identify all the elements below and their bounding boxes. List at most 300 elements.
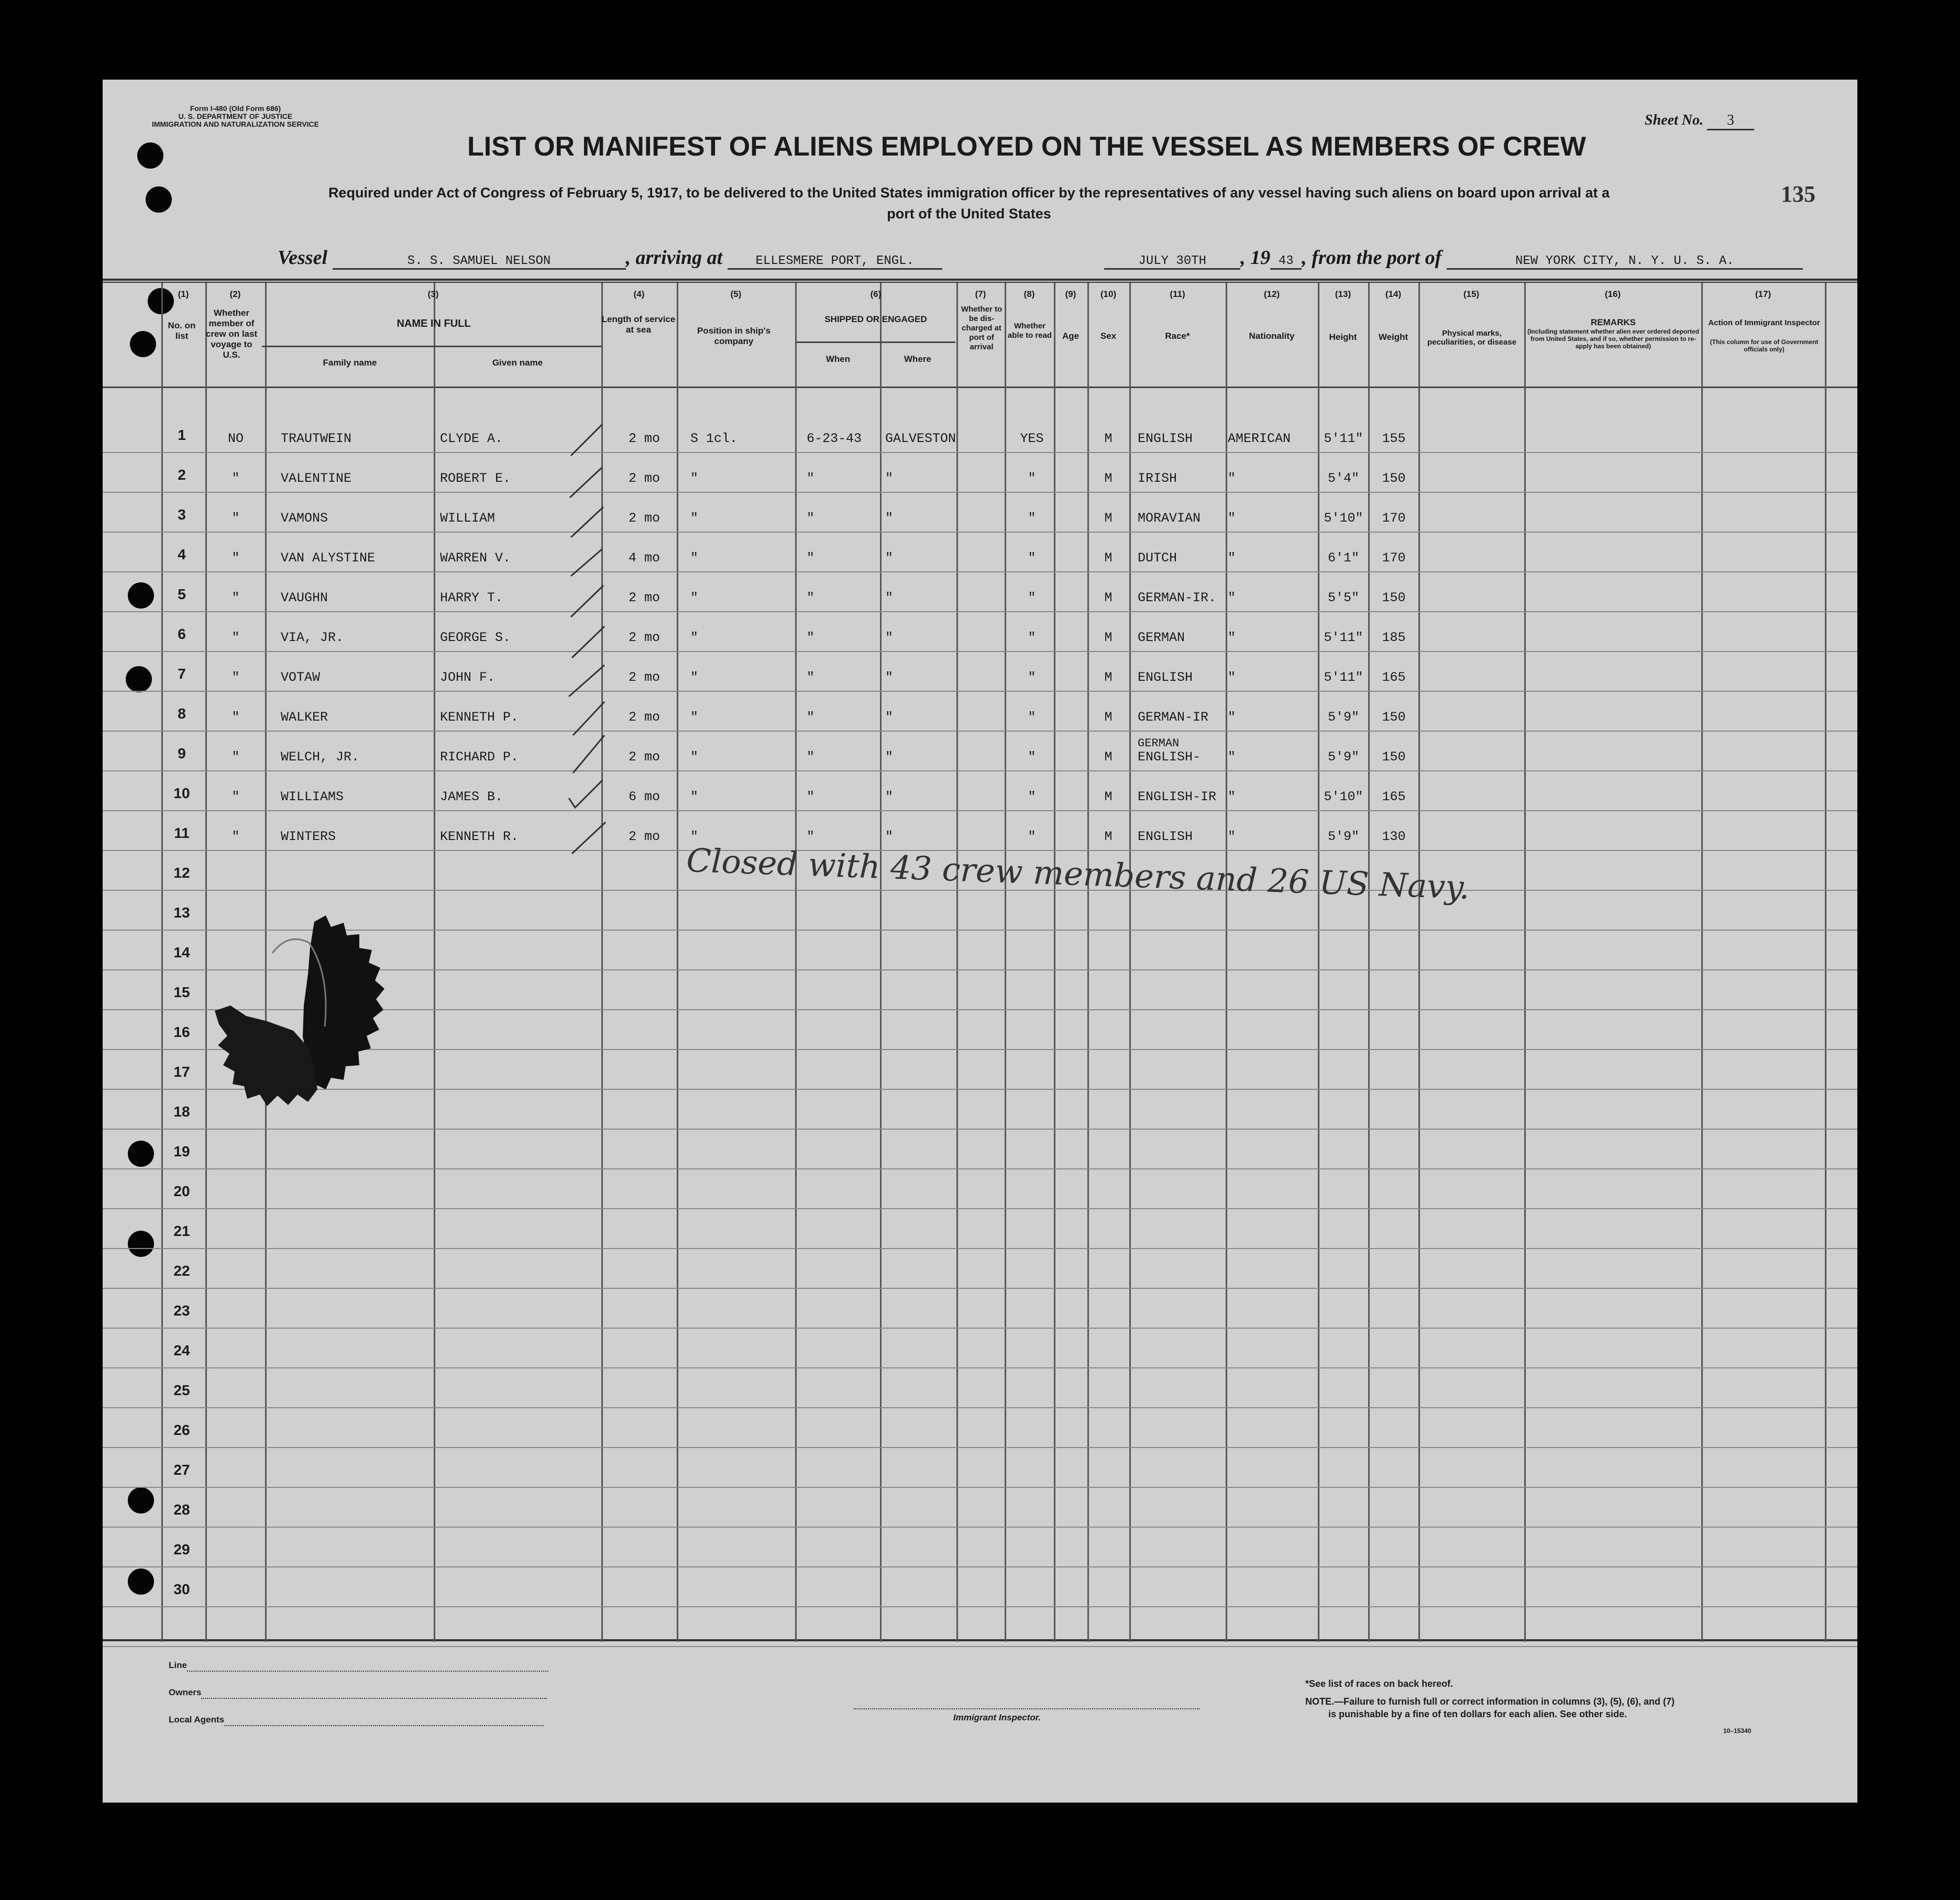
- cell-where: ": [885, 590, 894, 605]
- row-number: 12: [173, 865, 190, 881]
- cell-family: WELCH, JR.: [281, 749, 360, 765]
- cell-family: VAN ALYSTINE: [281, 550, 376, 566]
- arriving-label: , arriving at: [625, 247, 723, 269]
- cell-where: GALVESTON: [885, 431, 956, 446]
- column-number: (15): [1463, 289, 1480, 299]
- row-number: 28: [173, 1501, 190, 1518]
- column-rule: [956, 283, 958, 1642]
- col-shipped-engaged: SHIPPED OR ENGAGED: [824, 314, 927, 324]
- cell-sex: M: [1104, 710, 1113, 725]
- row-number: 22: [173, 1263, 190, 1279]
- row-number: 17: [173, 1064, 190, 1080]
- cell-height: 5'4": [1327, 471, 1359, 486]
- cell-given: GEORGE S.: [440, 630, 511, 645]
- punch-hole: [126, 666, 152, 692]
- cell-prev: ": [232, 789, 240, 804]
- punch-hole: [128, 1487, 154, 1514]
- cell-when: ": [807, 749, 815, 765]
- punch-hole: [128, 1141, 154, 1167]
- cell-sex: M: [1104, 590, 1113, 605]
- cell-race: GERMAN-IR.: [1138, 590, 1217, 605]
- column-number: (2): [229, 289, 241, 299]
- cell-read: ": [1028, 789, 1036, 804]
- cell-prev: ": [232, 749, 240, 765]
- cell-given: JOHN F.: [440, 670, 495, 685]
- col-able-to-read: Whether able to read: [1007, 322, 1052, 340]
- row-rule: [103, 651, 1857, 652]
- row-number: 15: [173, 984, 190, 1000]
- row-number: 10: [173, 785, 190, 801]
- cell-when: ": [807, 630, 815, 645]
- row-number: 27: [173, 1462, 190, 1478]
- cell-sex: M: [1104, 670, 1113, 685]
- cell-race: ENGLISH-: [1138, 749, 1201, 765]
- cell-where: ": [885, 511, 894, 526]
- cell-prev: ": [232, 550, 240, 566]
- cell-length: 2 mo: [628, 710, 660, 725]
- service: IMMIGRATION AND NATURALIZATION SERVICE: [152, 120, 319, 128]
- cell-given: JAMES B.: [440, 789, 503, 804]
- cell-height: 5'5": [1327, 590, 1359, 605]
- cell-nationality: AMERICAN: [1228, 431, 1291, 446]
- column-number: (9): [1065, 289, 1076, 299]
- cell-length: 2 mo: [628, 749, 660, 765]
- row-number: 7: [178, 666, 186, 682]
- vessel-name: S. S. SAMUEL NELSON: [333, 254, 626, 270]
- row-number: 24: [173, 1342, 190, 1358]
- row-rule: [103, 1566, 1857, 1567]
- cell-height: 5'10": [1324, 511, 1363, 526]
- row-number: 18: [173, 1103, 190, 1120]
- cell-where: ": [885, 749, 894, 765]
- row-rule: [103, 731, 1857, 732]
- cell-position: ": [690, 550, 699, 566]
- cell-length: 2 mo: [628, 431, 660, 446]
- row-rule: [103, 1646, 1857, 1647]
- punch-hole: [137, 142, 163, 169]
- cell-family: WILLIAMS: [281, 789, 344, 804]
- arriving-port: ELLESMERE PORT, ENGL.: [728, 254, 942, 270]
- col-family-name: Family name: [323, 358, 377, 368]
- cell-read: ": [1028, 670, 1036, 685]
- cell-height: 5'10": [1324, 789, 1363, 804]
- footer-owners: [169, 1687, 547, 1699]
- year-prefix: , 19: [1240, 247, 1271, 269]
- row-number: 5: [178, 586, 186, 602]
- cell-position: ": [690, 789, 699, 804]
- cell-race: DUTCH: [1138, 550, 1177, 566]
- cell-nationality: ": [1228, 670, 1236, 685]
- column-rule: [1418, 283, 1420, 1642]
- row-rule: [103, 1208, 1857, 1209]
- row-number: 4: [178, 546, 186, 562]
- cell-family: VIA, JR.: [281, 630, 344, 645]
- row-number: 29: [173, 1541, 190, 1557]
- column-number: (14): [1385, 289, 1402, 299]
- row-number: 1: [178, 427, 186, 443]
- cell-length: 4 mo: [628, 550, 660, 566]
- column-rule: [434, 283, 435, 1642]
- column-number: (1): [178, 289, 189, 299]
- cell-length: 6 mo: [628, 789, 660, 804]
- col-age: Age: [1062, 331, 1080, 341]
- col-weight: Weight: [1378, 332, 1408, 342]
- row-number: 13: [173, 904, 190, 921]
- subtitle-line-1: Required under Act of Congress of February 5, 1917, to be delivered to the United States immigration officer by the representatives of any vessel having such aliens on board upon arrival at a: [328, 185, 1610, 201]
- row-number: 19: [173, 1143, 190, 1159]
- row-number: 6: [178, 626, 186, 642]
- col-name-in-full: NAME IN FULL: [397, 318, 471, 329]
- form-number: Form I-480 (Old Form 686): [190, 104, 281, 113]
- cell-read: ": [1028, 829, 1036, 844]
- cell-family: VOTAW: [281, 670, 321, 685]
- col-position: Position in ship's company: [697, 326, 771, 346]
- column-number: (8): [1023, 289, 1035, 299]
- row-rule: [103, 492, 1857, 493]
- races-note: *See list of races on back hereof.: [1305, 1678, 1454, 1689]
- row-number: 25: [173, 1382, 190, 1398]
- row-number: 8: [178, 705, 186, 722]
- row-number: 21: [173, 1223, 190, 1239]
- cell-weight: 150: [1382, 710, 1406, 725]
- cell-prev: ": [232, 630, 240, 645]
- column-number: (10): [1100, 289, 1117, 299]
- vessel-label: Vessel: [278, 247, 327, 269]
- column-rule: [161, 283, 163, 1642]
- cell-given: WILLIAM: [440, 511, 495, 526]
- row-number: 2: [178, 467, 186, 483]
- arrival-year: 43: [1270, 254, 1302, 270]
- penalty-note-2: is punishable by a fine of ten dollars for each alien. See other side.: [1328, 1709, 1627, 1719]
- row-rule: [103, 1248, 1857, 1249]
- stamp-number: 135: [1781, 181, 1815, 207]
- punch-hole: [130, 331, 156, 357]
- cell-given: KENNETH P.: [440, 710, 519, 725]
- col-nationality: Nationality: [1249, 331, 1295, 341]
- cell-race: GERMAN-IR: [1138, 710, 1209, 725]
- column-number: (4): [633, 289, 645, 299]
- cell-when: ": [807, 670, 815, 685]
- cell-where: ": [885, 789, 894, 804]
- cell-height: 5'11": [1324, 431, 1363, 446]
- cell-where: ": [885, 471, 894, 486]
- row-rule: [103, 532, 1857, 533]
- row-number: 3: [178, 506, 186, 523]
- cell-position: ": [690, 630, 699, 645]
- col-remarks-sub: (Including statement whether alien ever ordered deported from United States, and if so, whether permission to re-apply has been obtained): [1527, 328, 1700, 350]
- cell-weight: 165: [1382, 789, 1406, 804]
- cell-where: ": [885, 829, 894, 844]
- col-inspector-action: Action of Immigrant Inspector: [1708, 318, 1820, 327]
- from-port: NEW YORK CITY, N. Y. U. S. A.: [1447, 254, 1803, 270]
- cell-length: 2 mo: [628, 471, 660, 486]
- column-rule: [1054, 283, 1055, 1642]
- cell-read: ": [1028, 630, 1036, 645]
- cell-when: ": [807, 789, 815, 804]
- column-number: (7): [975, 289, 986, 299]
- column-rule: [880, 283, 882, 1642]
- sheet-number: [1645, 112, 1754, 130]
- cell-when: ": [807, 471, 815, 486]
- cell-when: ": [807, 550, 815, 566]
- column-rule: [1368, 283, 1370, 1642]
- cell-position: S 1cl.: [690, 431, 738, 446]
- cell-height: 5'9": [1327, 749, 1359, 765]
- cell-prev: ": [232, 590, 240, 605]
- punch-hole: [128, 1231, 154, 1257]
- agents-label: Local Agents: [169, 1715, 225, 1725]
- punch-hole: [128, 582, 154, 609]
- cell-position: ": [690, 829, 699, 844]
- cell-race-top: GERMAN: [1138, 737, 1180, 750]
- cell-where: ": [885, 550, 894, 566]
- cell-weight: 130: [1382, 829, 1406, 844]
- cell-height: 5'11": [1324, 630, 1363, 645]
- cell-weight: 150: [1382, 590, 1406, 605]
- cell-family: WALKER: [281, 710, 328, 725]
- cell-height: 5'9": [1327, 710, 1359, 725]
- cell-height: 6'1": [1327, 550, 1359, 566]
- col-height: Height: [1329, 332, 1357, 342]
- cell-read: ": [1028, 511, 1036, 526]
- row-rule: [103, 1447, 1857, 1448]
- cell-race: MORAVIAN: [1138, 511, 1201, 526]
- check-marks: [566, 419, 618, 859]
- col-when: When: [825, 354, 851, 364]
- punch-hole: [128, 1568, 154, 1595]
- column-number: (12): [1263, 289, 1280, 299]
- header-bottom-rule: [103, 386, 1857, 388]
- col-previous-voyage: Whether member of crew on last voyage to U.S.: [205, 308, 258, 360]
- cell-position: ": [690, 590, 699, 605]
- cell-sex: M: [1104, 471, 1113, 486]
- cell-nationality: ": [1228, 590, 1236, 605]
- column-rule: [1524, 283, 1526, 1642]
- column-rule: [677, 283, 678, 1642]
- footer-agents: [169, 1715, 544, 1726]
- vessel-line: [278, 246, 1803, 270]
- row-rule: [103, 691, 1857, 692]
- table-top-rule: [103, 279, 1857, 281]
- from-label: , from the port of: [1302, 247, 1442, 269]
- cell-weight: 170: [1382, 550, 1406, 566]
- cell-length: 2 mo: [628, 511, 660, 526]
- row-rule: [103, 1168, 1857, 1169]
- cell-prev: ": [232, 670, 240, 685]
- cell-where: ": [885, 630, 894, 645]
- table-bottom-rule: [103, 1639, 1857, 1641]
- cell-when: ": [807, 590, 815, 605]
- cell-nationality: ": [1228, 749, 1236, 765]
- cell-when: 6-23-43: [807, 431, 862, 446]
- cell-read: ": [1028, 550, 1036, 566]
- cell-when: ": [807, 710, 815, 725]
- col-sex: Sex: [1100, 331, 1117, 341]
- row-rule: [103, 770, 1857, 771]
- col-where: Where: [904, 354, 931, 364]
- cell-weight: 170: [1382, 511, 1406, 526]
- cell-given: ROBERT E.: [440, 471, 511, 486]
- cell-weight: 185: [1382, 630, 1406, 645]
- row-rule: [103, 452, 1857, 453]
- row-rule: [103, 571, 1857, 572]
- row-rule: [103, 1606, 1857, 1607]
- cell-sex: M: [1104, 789, 1113, 804]
- row-rule: [103, 1527, 1857, 1528]
- cell-race: ENGLISH: [1138, 670, 1193, 685]
- column-rule: [1825, 283, 1826, 1642]
- cell-given: WARREN V.: [440, 550, 511, 566]
- line-label: Line: [169, 1660, 187, 1670]
- column-number: (11): [1170, 289, 1185, 299]
- cell-weight: 150: [1382, 749, 1406, 765]
- cell-when: ": [807, 511, 815, 526]
- column-rule: [1129, 283, 1131, 1642]
- row-rule: [103, 1367, 1857, 1368]
- cell-weight: 150: [1382, 471, 1406, 486]
- handwritten-closing-note: Closed with 43 crew members and 26 US Navy.: [686, 841, 1471, 907]
- cell-given: RICHARD P.: [440, 749, 519, 765]
- cell-height: 5'11": [1324, 670, 1363, 685]
- row-number: 16: [173, 1024, 190, 1040]
- cell-length: 2 mo: [628, 829, 660, 844]
- cell-sex: M: [1104, 550, 1113, 566]
- cell-where: ": [885, 710, 894, 725]
- column-rule: [1318, 283, 1319, 1642]
- cell-prev: ": [232, 710, 240, 725]
- row-rule: [103, 1407, 1857, 1408]
- cell-read: ": [1028, 471, 1036, 486]
- cell-position: ": [690, 749, 699, 765]
- cell-position: ": [690, 710, 699, 725]
- subtitle-line-2: port of the United States: [887, 206, 1051, 222]
- sheet-value: 3: [1707, 112, 1754, 130]
- col-remarks: REMARKS: [1591, 317, 1636, 327]
- cell-race: ENGLISH: [1138, 829, 1193, 844]
- footer-line: [169, 1660, 548, 1672]
- page-title: LIST OR MANIFEST OF ALIENS EMPLOYED ON THE VESSEL AS MEMBERS OF CREW: [467, 131, 1586, 162]
- cell-prev: ": [232, 829, 240, 844]
- row-rule: [103, 1328, 1857, 1329]
- cell-nationality: ": [1228, 511, 1236, 526]
- cell-family: WINTERS: [281, 829, 336, 844]
- column-rule: [1087, 283, 1089, 1642]
- cell-nationality: ": [1228, 550, 1236, 566]
- page-subtitle: [157, 182, 1781, 224]
- column-number: (3): [427, 289, 439, 299]
- cell-nationality: ": [1228, 471, 1236, 486]
- row-rule: [103, 890, 1857, 891]
- cell-weight: 165: [1382, 670, 1406, 685]
- cell-race: ENGLISH: [1138, 431, 1193, 446]
- cell-sex: M: [1104, 630, 1113, 645]
- cell-nationality: ": [1228, 710, 1236, 725]
- row-number: 14: [173, 944, 190, 960]
- cell-family: TRAUTWEIN: [281, 431, 352, 446]
- cell-sex: M: [1104, 431, 1113, 446]
- column-rule: [1701, 283, 1703, 1642]
- cell-family: VAUGHN: [281, 590, 328, 605]
- cell-read: YES: [1020, 431, 1044, 446]
- cell-family: VAMONS: [281, 511, 328, 526]
- cell-sex: M: [1104, 749, 1113, 765]
- column-rule: [1005, 283, 1006, 1642]
- cell-sex: M: [1104, 511, 1113, 526]
- column-number: (16): [1604, 289, 1621, 299]
- arrival-date: JULY 30TH: [1104, 254, 1240, 270]
- cell-length: 2 mo: [628, 590, 660, 605]
- cell-length: 2 mo: [628, 630, 660, 645]
- cell-race: IRISH: [1138, 471, 1177, 486]
- row-number: 23: [173, 1302, 190, 1319]
- cell-height: 5'9": [1327, 829, 1359, 844]
- row-number: 26: [173, 1422, 190, 1438]
- column-number: (13): [1335, 289, 1351, 299]
- col-no-on-list: No. on list: [168, 321, 196, 341]
- col-race: Race*: [1165, 331, 1190, 341]
- column-number: (6): [870, 289, 882, 299]
- row-rule: [103, 1288, 1857, 1289]
- column-rule: [795, 283, 797, 1642]
- col-inspector-sub: (This column for use of Government officials only): [1710, 338, 1819, 353]
- row-number: 9: [178, 745, 186, 761]
- row-number: 11: [174, 825, 190, 841]
- cell-read: ": [1028, 710, 1036, 725]
- cell-given: KENNETH R.: [440, 829, 519, 844]
- cell-family: VALENTINE: [281, 471, 352, 486]
- cell-length: 2 mo: [628, 670, 660, 685]
- row-rule: [103, 810, 1857, 811]
- department: U. S. DEPARTMENT OF JUSTICE: [178, 112, 293, 120]
- row-number: 20: [173, 1183, 190, 1199]
- owners-label: Owners: [169, 1687, 202, 1697]
- column-number: (17): [1755, 289, 1771, 299]
- immigrant-inspector-label: Immigrant Inspector.: [953, 1713, 1041, 1722]
- cell-nationality: ": [1228, 829, 1236, 844]
- cell-given: HARRY T.: [440, 590, 503, 605]
- cell-when: ": [807, 829, 815, 844]
- row-rule: [103, 1487, 1857, 1488]
- cell-where: ": [885, 670, 894, 685]
- seal-stamp: [210, 911, 409, 1131]
- sheet-label: Sheet No.: [1645, 112, 1703, 128]
- column-rule: [1226, 283, 1227, 1642]
- cell-read: ": [1028, 590, 1036, 605]
- cell-prev: ": [232, 471, 240, 486]
- cell-nationality: ": [1228, 789, 1236, 804]
- column-number: (5): [730, 289, 742, 299]
- cell-position: ": [690, 670, 699, 685]
- cell-prev: ": [232, 511, 240, 526]
- cell-nationality: ": [1228, 630, 1236, 645]
- col-given-name: Given name: [492, 358, 543, 368]
- col-discharged: Whether to be dis-charged at port of arrival: [961, 305, 1003, 351]
- row-rule: [103, 611, 1857, 612]
- cell-race: ENGLISH-IR: [1138, 789, 1217, 804]
- cell-position: ": [690, 511, 699, 526]
- form-header: [152, 105, 319, 128]
- cell-read: ": [1028, 749, 1036, 765]
- penalty-note-1: NOTE.—Failure to furnish full or correct information in columns (3), (5), (6), and (7): [1305, 1696, 1675, 1707]
- cell-given: CLYDE A.: [440, 431, 503, 446]
- row-number: 30: [173, 1581, 190, 1597]
- form-code: 10–15340: [1723, 1727, 1752, 1735]
- cell-race: GERMAN: [1138, 630, 1185, 645]
- cell-weight: 155: [1382, 431, 1406, 446]
- cell-prev: NO: [227, 431, 244, 446]
- cell-position: ": [690, 471, 699, 486]
- col-length-service: Length of service at sea: [601, 314, 676, 335]
